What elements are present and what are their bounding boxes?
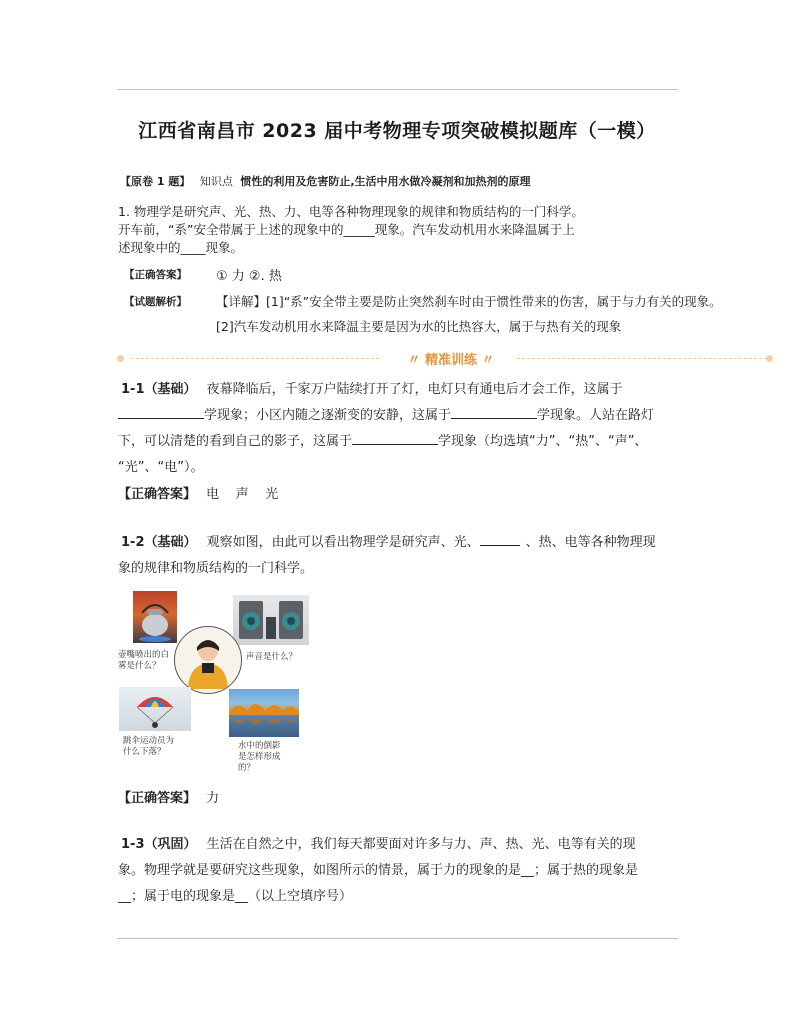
divider-line-right xyxy=(517,358,767,359)
kettle-photo xyxy=(133,591,177,643)
caption-line: 壶嘴喷出的白 xyxy=(118,650,170,660)
question-line: 下，可以清楚的看到自己的影子，这属于 xyxy=(118,434,353,449)
divider-dot xyxy=(766,355,773,362)
question-line: 象的规律和物质结构的一门科学。 xyxy=(118,561,314,576)
answer-label: 【正确答案】 xyxy=(118,791,197,806)
question-line: 象。物理学就是要研究这些现象，如图所示的情景，属于力的现象的是__；属于热的现象是 xyxy=(118,863,639,878)
question-1 xyxy=(118,203,584,257)
question-line: 学现象；小区内随之逐渐变的安静，这属于 xyxy=(204,408,452,423)
correct-answer-text: ① 力 ②. 热 xyxy=(216,269,282,284)
correct-answer-label: 【正确答案】 xyxy=(124,269,187,281)
question-1-line: 1. 物理学是研究声、光、热、力、电等各种物理现象的规律和物质结构的一门科学。 xyxy=(118,204,584,219)
analysis-label: 【试题解析】 xyxy=(124,296,187,308)
analysis-line: [2]汽车发动机用水来降温主要是因为水的比热容大，属于与热有关的现象 xyxy=(216,319,622,334)
answer-1-2 xyxy=(118,787,219,806)
section-deco-right: 〃 xyxy=(481,353,495,368)
section-deco-left: 〃 xyxy=(407,353,421,368)
parachute-photo xyxy=(119,687,191,731)
analysis-line: 【详解】[1]“系”安全带主要是防止突然刹车时由于惯性带来的伤害，属于与力有关的现象。 xyxy=(216,294,722,309)
caption-line: 是怎样形成 xyxy=(238,752,281,762)
caption-line: 跳伞运动员为 xyxy=(123,736,175,746)
question-line: 学现象（均选填“力”、“热”、“声”、 xyxy=(438,434,648,449)
question-line: __；属于电的现象是__（以上空填序号） xyxy=(118,889,353,904)
answer-text: 力 xyxy=(206,791,220,806)
kettle-caption xyxy=(118,650,169,672)
question-1-1 xyxy=(118,377,654,481)
question-line: 生活在自然之中，我们每天都要面对许多与力、声、热、光、电等有关的现 xyxy=(206,837,636,852)
caption-line: 雾是什么？ xyxy=(118,661,161,671)
question-line: “光”、“电”）。 xyxy=(118,460,204,475)
question-tag: 1-2（基础） xyxy=(121,535,197,550)
answer-blank xyxy=(352,430,438,445)
bottom-rule xyxy=(117,938,678,939)
question-1-line: 述现象中的____现象。 xyxy=(118,240,244,255)
knowledge-point-prefix: 知识点 xyxy=(199,175,233,188)
section-title: 精准训练 xyxy=(424,353,477,368)
reflection-caption xyxy=(238,741,281,774)
divider-dot xyxy=(117,355,124,362)
caption-line: 的？ xyxy=(238,763,256,773)
answer-blank xyxy=(118,404,204,419)
caption-line: 水中的倒影 xyxy=(238,741,281,751)
speaker-caption: 声音是什么？ xyxy=(246,652,298,662)
source-label: 【原卷 1 题】 xyxy=(120,175,191,188)
reflection-photo xyxy=(229,689,299,737)
top-rule xyxy=(117,89,678,90)
knowledge-point: 惯性的利用及危害防止,生活中用水做冷凝剂和加热剂的原理 xyxy=(240,175,531,188)
question-tag: 1-3（巩固） xyxy=(121,837,197,852)
question-1-line: 开车前，“系”安全带属于上述的现象中的_____现象。汽车发动机用水来降温属于上 xyxy=(118,222,575,237)
answer-blank xyxy=(480,531,520,546)
question-line: 学现象。人站在路灯 xyxy=(537,408,655,423)
question-tag: 1-1（基础） xyxy=(121,382,197,397)
question-line: 、热、电等各种物理现 xyxy=(525,535,656,550)
answer-blank xyxy=(451,404,537,419)
source-line xyxy=(120,173,531,189)
student-portrait xyxy=(174,626,242,694)
divider-line-left xyxy=(131,358,379,359)
question-line: 观察如图，由此可以看出物理学是研究声、光、 xyxy=(206,535,480,550)
question-1-3 xyxy=(118,832,638,910)
answer-1-1 xyxy=(118,483,278,502)
parachute-caption xyxy=(123,736,174,758)
speaker-photo xyxy=(233,595,309,645)
caption-line: 什么下落？ xyxy=(123,747,166,757)
section-divider xyxy=(117,349,773,369)
question-1-2 xyxy=(118,530,656,582)
section-heading xyxy=(392,349,510,368)
document-title: 江西省南昌市 2023 届中考物理专项突破模拟题库（一模） xyxy=(138,120,656,142)
answer-label: 【正确答案】 xyxy=(118,487,197,502)
answer-text: 电 声 光 xyxy=(206,487,279,502)
question-line: 夜幕降临后，千家万户陆续打开了灯，电灯只有通电后才会工作，这属于 xyxy=(206,382,623,397)
